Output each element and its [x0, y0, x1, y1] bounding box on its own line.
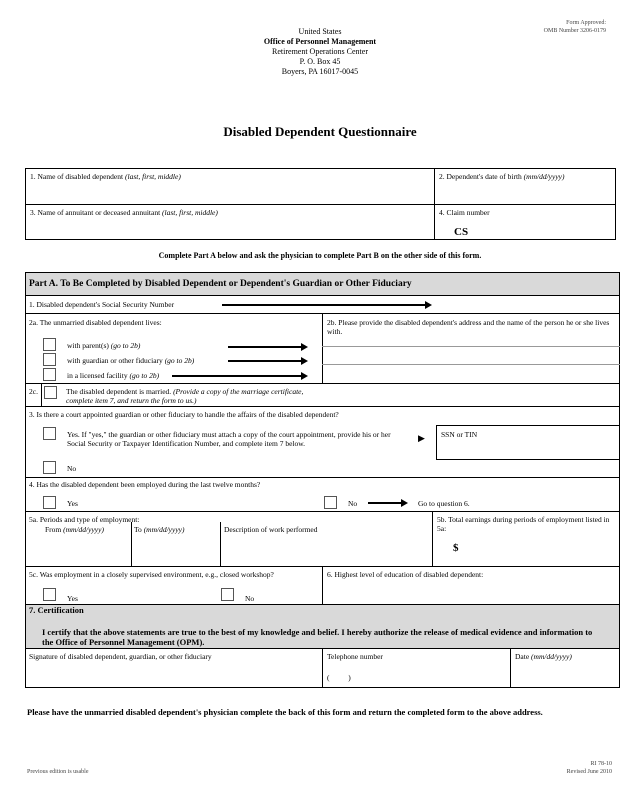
certification-heading: 7. Certification — [29, 605, 84, 615]
label-text: Date — [515, 652, 530, 661]
ssn-tin-label: SSN or TIN — [441, 430, 478, 439]
q2c-text — [66, 387, 306, 405]
signature-label: Signature of disabled dependent, guardian, or other fiduciary — [29, 652, 212, 661]
arrow-icon — [228, 360, 302, 362]
header-line-1: United States — [298, 27, 342, 36]
to-date-field[interactable] — [133, 536, 219, 564]
from-date-label — [45, 525, 104, 534]
q2c-number: 2c. — [29, 387, 38, 396]
guardian-yes-checkbox[interactable] — [43, 427, 56, 440]
instruction: Complete Part A below and ask the physician to complete Part B on the other side of this form. — [158, 251, 482, 260]
q2b-label: 2b. Please provide the disabled dependent's address and the name of the person he or she lives with. — [327, 318, 610, 336]
divider — [510, 648, 511, 688]
option-guardian — [67, 356, 194, 365]
employed-yes-checkbox[interactable] — [43, 496, 56, 509]
label-hint: (last, first, middle) — [162, 208, 218, 217]
supervised-no-checkbox[interactable] — [221, 588, 234, 601]
dob-label — [439, 172, 564, 181]
header-line-2: Office of Personnel Management — [263, 37, 377, 46]
divider — [322, 313, 323, 383]
label-text: 3. Name of annuitant or deceased annuitant — [30, 208, 161, 217]
label-hint: (mm/dd/yyyy) — [143, 525, 185, 534]
arrow-right-icon: ▶ — [418, 433, 425, 443]
phone-field[interactable] — [324, 663, 508, 686]
option-text: with parent(s) — [67, 341, 109, 350]
option-hint: (go to 2b) — [164, 356, 195, 365]
header-line-4: P. O. Box 45 — [299, 57, 341, 66]
label-text: 1. Name of disabled dependent — [30, 172, 124, 181]
divider — [220, 522, 221, 566]
supervised-yes-label: Yes — [67, 594, 78, 603]
divider — [25, 477, 620, 478]
guardian-no-label: No — [67, 464, 77, 473]
label-text: To — [134, 525, 142, 534]
employed-yes-label: Yes — [67, 499, 78, 508]
dob-field[interactable] — [437, 183, 614, 202]
divider — [25, 204, 616, 205]
form-title: Disabled Dependent Questionnaire — [223, 124, 417, 139]
dependent-name-label — [30, 172, 181, 181]
omb-block — [544, 19, 606, 35]
divider — [25, 295, 620, 296]
option-facility — [67, 371, 159, 380]
annuitant-name-field[interactable] — [27, 219, 432, 238]
total-earnings-field[interactable] — [466, 538, 616, 562]
label-hint: (mm/dd/yyyy) — [523, 172, 565, 181]
certification-text: I certify that the above statements are true to the best of my knowledge and belief. I hereby authorize the release of medical evidence and information to the Office of Personnel Management (OPM). — [42, 627, 593, 647]
divider — [432, 511, 433, 566]
q5a-label: 5a. Periods and type of employment: — [29, 515, 140, 524]
divider — [131, 522, 132, 566]
omb-line-1: Form Approved: — [566, 20, 606, 26]
label-text: 2. Dependent's date of birth — [439, 172, 522, 181]
lives-with-guardian-checkbox[interactable] — [43, 353, 56, 366]
q4-label: 4. Has the disabled dependent been employed during the last twelve months? — [29, 480, 261, 489]
option-parents — [67, 341, 140, 350]
arrow-icon — [222, 304, 426, 306]
lives-with-parents-checkbox[interactable] — [43, 338, 56, 351]
divider — [25, 511, 620, 512]
ssn-label: 1. Disabled dependent's Social Security Number — [29, 300, 175, 309]
phone-area-code: ( ) — [327, 673, 351, 682]
education-field[interactable] — [324, 581, 618, 603]
q2a-label: 2a. The unmarried disabled dependent lives: — [29, 318, 162, 327]
arrow-icon — [172, 375, 302, 377]
work-description-field[interactable] — [222, 536, 430, 564]
divider — [322, 566, 323, 604]
goto-q6: Go to question 6. — [418, 499, 470, 508]
q3-label: 3. Is there a court appointed guardian or other fiduciary to handle the affairs of the disabled dependent? — [29, 410, 339, 419]
divider — [25, 383, 620, 384]
q5b-label: 5b. Total earnings during periods of employment listed in 5a: — [437, 515, 610, 533]
claim-number-label: 4. Claim number — [439, 208, 490, 217]
guardian-yes-text: Yes. If "yes," the guardian or other fiduciary must attach a copy of the court appointment, provide his or her Social Security or Taxpayer Identification Number, and complete item 7 below. — [67, 430, 391, 448]
dollar-sign: $ — [453, 542, 459, 554]
label-hint: (mm/dd/yyyy) — [531, 652, 572, 661]
claim-number-field[interactable] — [472, 222, 612, 238]
form-number-block — [567, 760, 612, 776]
header-line-5: Boyers, PA 16017-0045 — [281, 67, 359, 76]
work-description-label: Description of work performed — [224, 525, 318, 534]
dependent-name-field[interactable] — [27, 183, 432, 202]
divider — [25, 406, 620, 407]
form-number: RI 78-10 — [590, 761, 612, 767]
previous-edition: Previous edition is usable — [27, 769, 89, 775]
to-date-label — [134, 525, 185, 534]
lives-in-facility-checkbox[interactable] — [43, 368, 56, 381]
option-hint: (go to 2b) — [110, 341, 141, 350]
employed-no-label: No — [348, 499, 358, 508]
divider — [434, 168, 435, 240]
employed-no-checkbox[interactable] — [324, 496, 337, 509]
signature-field[interactable] — [27, 663, 320, 686]
supervised-yes-checkbox[interactable] — [43, 588, 56, 601]
footer-note: Please have the unmarried disabled dependent's physician complete the back of this form and return the completed form to the above address. — [27, 707, 543, 717]
header-line-3: Retirement Operations Center — [272, 47, 368, 56]
from-date-field[interactable] — [27, 536, 130, 564]
label-text: From — [45, 525, 62, 534]
ssn-field[interactable] — [436, 297, 618, 311]
guardian-no-checkbox[interactable] — [43, 461, 56, 474]
married-checkbox[interactable] — [44, 386, 57, 399]
divider — [41, 383, 42, 406]
q5c-label: 5c. Was employment in a closely supervised environment, e.g., closed workshop? — [29, 570, 274, 579]
phone-label: Telephone number — [327, 652, 383, 661]
revised-date: Revised June 2010 — [566, 769, 612, 775]
omb-line-2: OMB Number 3206-0179 — [543, 28, 606, 34]
date-label — [515, 652, 572, 661]
label-text: The disabled dependent is married. — [66, 387, 172, 396]
part-a-heading: Part A. To Be Completed by Disabled Dependent or Dependent's Guardian or Other Fiduciary — [29, 279, 412, 289]
supervised-no-label: No — [245, 594, 255, 603]
address-field[interactable] — [324, 339, 618, 382]
divider — [322, 648, 323, 688]
label-hint: (last, first, middle) — [124, 172, 181, 181]
option-text: with guardian or other fiduciary — [67, 356, 163, 365]
option-text: in a licensed facility — [67, 371, 128, 380]
annuitant-name-label — [30, 208, 218, 217]
label-hint: (Provide a copy of the marriage certificate, complete item 7, and return the form to us.) — [66, 387, 304, 405]
q6-label: 6. Highest level of education of disabled dependent: — [327, 570, 484, 579]
arrow-icon — [368, 502, 402, 504]
label-hint: (mm/dd/yyyy) — [63, 525, 104, 534]
arrow-icon — [228, 346, 302, 348]
date-field[interactable] — [512, 663, 618, 686]
claim-prefix: CS — [454, 226, 469, 238]
option-hint: (go to 2b) — [129, 371, 160, 380]
